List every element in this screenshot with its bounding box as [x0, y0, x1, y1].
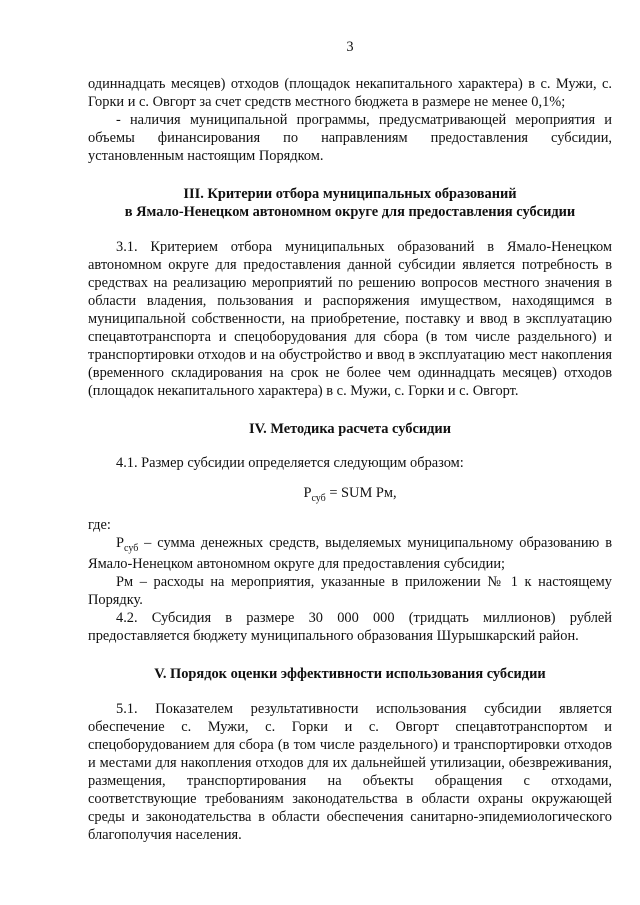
- section-4-paragraph-1: 4.1. Размер субсидии определяется следующим образом:: [116, 455, 464, 472]
- page-number: 3: [346, 39, 354, 55]
- definition-psub: [88, 534, 612, 573]
- section-4-paragraph-2: 4.2. Субсидия в размере 30 000 000 (тридцать миллионов) рублей предоставляется бюджету муниципального образования Шурышкарский район.: [88, 610, 612, 645]
- definition-pm-text: – расходы на мероприятия, указанные в приложении № 1 к настоящему Порядку.: [88, 574, 612, 609]
- intro-paragraph-1: одиннадцать месяцев) отходов (площадок некапитального характера) в с. Мужи, с. Горки и с. Овгорт за счет средств местного бюджета в размере не менее 0,1%;: [88, 76, 612, 110]
- formula-expression: = SUM Pм,: [325, 485, 397, 502]
- section-3-paragraph-1: 3.1. Критерием отбора муниципальных образований в Ямало-Ненецком автономном округе для предоставления данной субсидии является потребность в средствах на реализацию мероприятий по решению вопросов местного значения в области владения, пользования и распоряжения имуществом, находящимся в муниципальной собственности, на приобретение, поставку и ввод в эксплуатацию спецавтотранспорта и спецоборудования для сбора (в том числе раздельного) и транспортировки отходов и на обустройство и ввод в эксплуатацию мест накопления (временного складирования на срок не более чем одиннадцать месяцев) отходов (площадок некапитального характера) в с. Мужи, с. Горки и с. Овгорт.: [88, 238, 612, 399]
- definition-psub-symbol: P: [116, 534, 125, 551]
- where-label: где:: [88, 516, 111, 533]
- intro-paragraph-2: - наличия муниципальной программы, предусматривающей мероприятия и объемы финансирования по направлениям предоставления субсидии, установленным настоящим Порядком.: [88, 112, 612, 164]
- subsidy-formula: [88, 484, 612, 505]
- formula-symbol: P: [303, 485, 312, 502]
- section-5-paragraph-1: 5.1. Показателем результативности использования субсидии является обеспечение с. Мужи, с. Горки и с. Овгорт спецавтотранспортом и спецоборудованием для сбора (в том числе раздельного) и транспортировки отходов и местами для накопления отходов для их дальнейшей утилизации, обезвреживания, размещения, транспортирования на объекты обращения с отходами, соответствующие требованиям законодательства в области охраны окружающей среды и законодательства в области обеспечения санитарно-эпидемиологического благополучия населения.: [88, 700, 612, 843]
- section-3-heading: [88, 185, 612, 222]
- section-5-title: V. Порядок оценки эффективности использования субсидии: [154, 666, 546, 683]
- definition-pm-symbol: Pм: [116, 574, 134, 591]
- definition-pm: [88, 573, 612, 609]
- formula-subscript: суб: [311, 493, 326, 505]
- section-3-title-line-1: III. Критерии отбора муниципальных образований: [183, 186, 517, 202]
- section-3-title-line-2: в Ямало-Ненецком автономном округе для предоставления субсидии: [124, 204, 576, 221]
- definition-psub-subscript: суб: [124, 542, 139, 554]
- section-4-title: IV. Методика расчета субсидии: [249, 420, 451, 437]
- definition-psub-text: – сумма денежных средств, выделяемых муниципальному образованию в Ямало-Ненецком автономном округе для предоставления субсидии;: [88, 534, 612, 573]
